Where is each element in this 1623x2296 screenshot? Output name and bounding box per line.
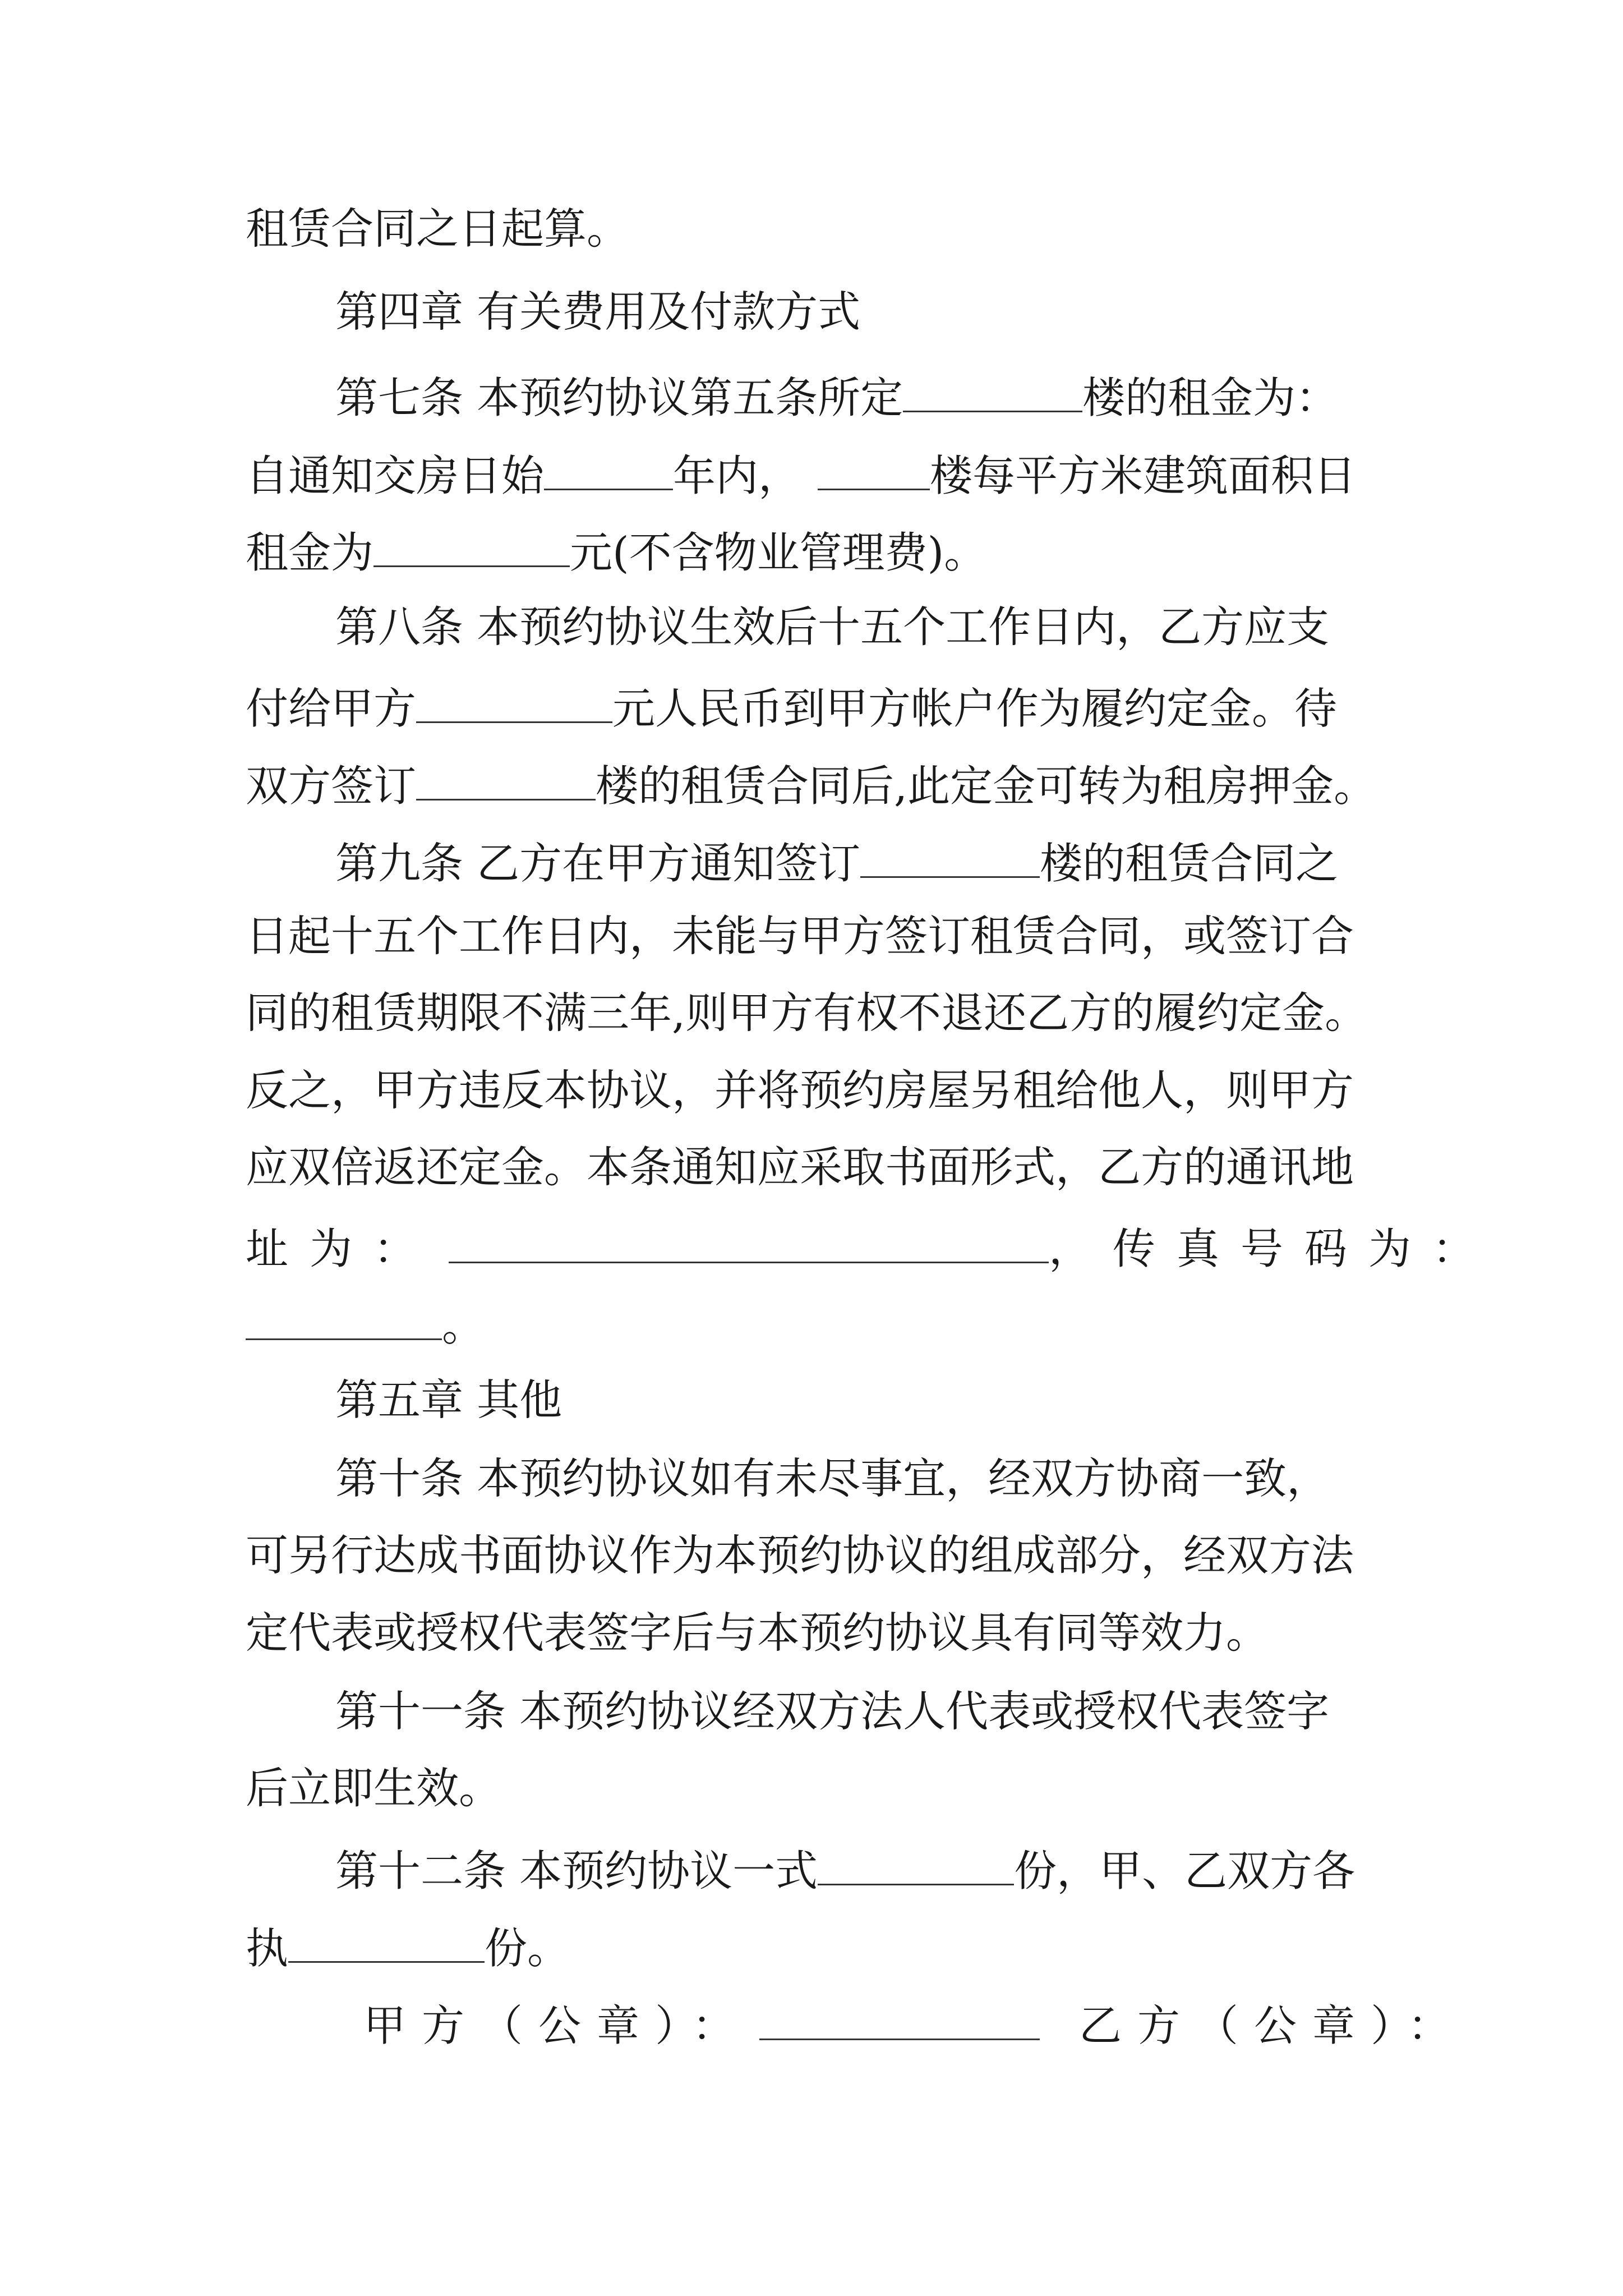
party-a-seal-label: 甲方（公章）： <box>363 2000 750 2051</box>
text: 同的租赁期限不满三年,则甲方有权不退还乙方的履约定金。 <box>246 988 1368 1038</box>
text: 元人民币到甲方帐户作为履约定金。待 <box>612 683 1337 734</box>
text: 楼的租赁合同后,此定金可转为租房押金。 <box>596 761 1377 811</box>
article-9-line-4 <box>246 1065 1354 1115</box>
article-9-line-3 <box>246 988 1368 1038</box>
text: 第七条 本预约协议第五条所定 <box>335 372 903 423</box>
text: 第八条 本预约协议生效后十五个工作日内，乙方应支 <box>335 602 1330 652</box>
text: 第九条 乙方在甲方通知签订 <box>335 838 861 889</box>
article-9-line-5 <box>246 1142 1354 1192</box>
text: 第十二条 本预约协议一式 <box>335 1846 818 1896</box>
fill-in-blank[interactable] <box>449 1223 1049 1263</box>
article-11-line-1 <box>335 1686 1330 1736</box>
text: 址为： <box>246 1223 437 1274</box>
article-7-line-3 <box>246 527 987 578</box>
article-10-line-2 <box>246 1530 1354 1580</box>
party-b-seal-label: 乙方（公章）： <box>1079 2000 1466 2051</box>
chapter-heading-5 <box>335 1375 562 1425</box>
fill-in-blank[interactable] <box>246 1300 442 1340</box>
article-12-line-1 <box>335 1846 1355 1896</box>
fill-in-blank[interactable] <box>288 1923 485 1963</box>
chapter-title: 第四章 有关费用及付款方式 <box>335 287 861 337</box>
text: 反之，甲方违反本协议，并将预约房屋另租给他人，则甲方 <box>246 1065 1354 1115</box>
article-7-line-1 <box>335 372 1339 423</box>
text: 年内， <box>673 450 801 501</box>
fill-in-blank[interactable] <box>416 683 612 723</box>
text: 。 <box>442 1300 485 1351</box>
article-8-line-2 <box>246 683 1337 734</box>
fill-in-blank[interactable] <box>544 450 673 490</box>
fill-in-blank[interactable] <box>416 761 596 800</box>
text: 应双倍返还定金。本条通知应采取书面形式，乙方的通讯地 <box>246 1142 1354 1192</box>
text: 第十一条 本预约协议经双方法人代表或授权代表签字 <box>335 1686 1330 1736</box>
article-11-line-2 <box>246 1763 501 1813</box>
signature-line <box>363 2000 1466 2051</box>
text: 租金为 <box>246 527 374 578</box>
text: 份，甲、乙双方各 <box>1014 1846 1355 1896</box>
text: 楼的租赁合同之 <box>1040 838 1339 889</box>
fill-in-blank[interactable] <box>818 1846 1014 1885</box>
paragraph-line <box>246 204 629 254</box>
text: 楼每平方米建筑面积日 <box>930 450 1356 501</box>
chapter-title: 第五章 其他 <box>335 1375 562 1425</box>
fill-in-blank[interactable] <box>860 838 1040 878</box>
article-7-line-2 <box>246 450 1356 501</box>
fill-in-blank[interactable] <box>818 450 930 490</box>
text: 付给甲方 <box>246 683 416 734</box>
article-10-line-3 <box>246 1608 1269 1658</box>
text: ，传真号码为： <box>1049 1223 1496 1274</box>
text: 份。 <box>485 1923 570 1973</box>
text: 双方签订 <box>246 761 416 811</box>
chapter-heading-4 <box>335 287 861 337</box>
article-8-line-3 <box>246 761 1377 811</box>
text: 元(不含物业管理费)。 <box>570 527 987 578</box>
article-12-line-2 <box>246 1923 570 1973</box>
text: 定代表或授权代表签字后与本预约协议具有同等效力。 <box>246 1608 1269 1658</box>
article-10-line-1 <box>335 1453 1330 1503</box>
text: 后立即生效。 <box>246 1763 501 1813</box>
text: 第十条 本预约协议如有未尽事宜，经双方协商一致， <box>335 1453 1330 1503</box>
article-9-line-7 <box>246 1300 485 1351</box>
fill-in-blank[interactable] <box>374 527 570 567</box>
text: 自通知交房日始 <box>246 450 544 501</box>
article-9-line-2 <box>246 911 1354 961</box>
text: 日起十五个工作日内，未能与甲方签订租赁合同，或签订合 <box>246 911 1354 961</box>
article-9-line-1 <box>335 838 1339 889</box>
text: 楼的租金为： <box>1082 372 1339 423</box>
party-a-seal-blank[interactable] <box>759 2000 1040 2040</box>
text: 租赁合同之日起算。 <box>246 204 629 254</box>
article-9-line-6 <box>246 1223 1496 1274</box>
text: 可另行达成书面协议作为本预约协议的组成部分，经双方法 <box>246 1530 1354 1580</box>
article-8-line-1 <box>335 602 1330 652</box>
fill-in-blank[interactable] <box>903 372 1082 412</box>
text: 执 <box>246 1923 288 1973</box>
